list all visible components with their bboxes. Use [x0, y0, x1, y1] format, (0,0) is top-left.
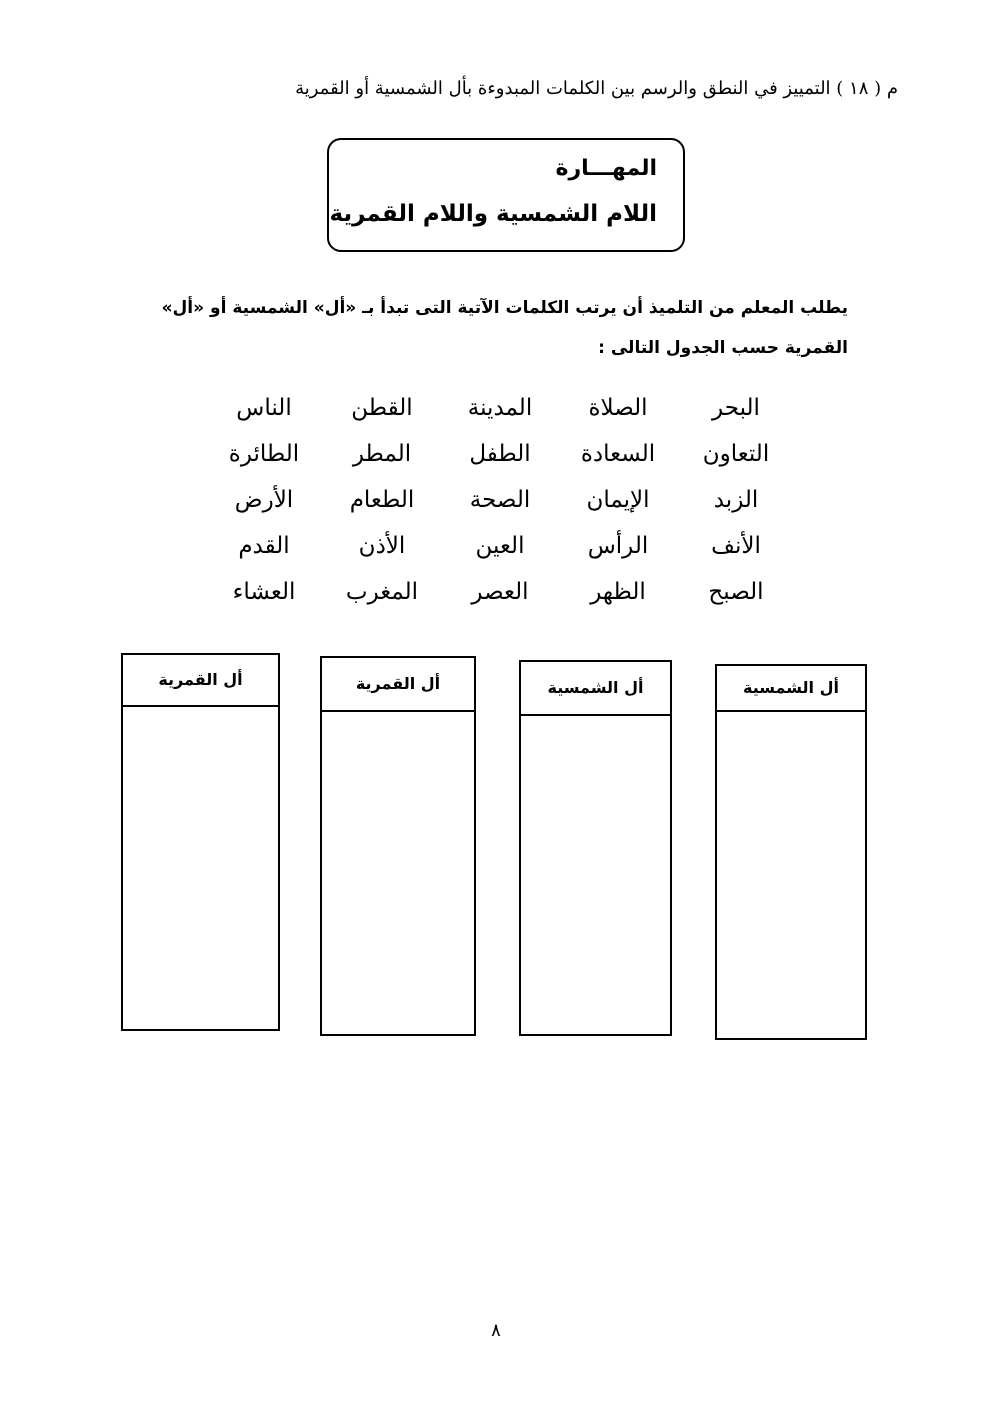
page-number: ٨ [491, 1320, 501, 1341]
word-item: الرأس [587, 533, 649, 559]
instruction-text [130, 288, 848, 368]
word-item: العشاء [232, 579, 296, 605]
word-item: الأرض [234, 487, 294, 513]
word-item: المطر [352, 441, 412, 467]
word-item: الصبح [708, 579, 764, 605]
word-item: القطن [351, 395, 413, 421]
column-qamariya-1 [320, 656, 476, 1036]
word-item: الصلاة [588, 395, 648, 421]
word-list [205, 385, 795, 615]
lesson-header: م ( ١٨ ) التمييز في النطق والرسم بين الكلمات المبدوءة بأل الشمسية أو القمرية [295, 78, 898, 99]
column-header: أل الشمسية [521, 662, 670, 716]
word-item: الصحة [469, 487, 531, 513]
column-answer-area[interactable] [123, 707, 278, 1029]
word-item: العين [475, 533, 525, 559]
word-item: الطائرة [228, 441, 300, 467]
skill-label: المهـــارة [555, 156, 657, 181]
word-item: السعادة [580, 441, 656, 467]
word-item: الظهر [590, 579, 646, 605]
word-item: القدم [238, 533, 290, 559]
column-header: أل القمرية [123, 655, 278, 707]
word-item: الطعام [349, 487, 415, 513]
column-shamsiya-1 [715, 664, 867, 1040]
instruction-line-1: يطلب المعلم من التلميذ أن يرتب الكلمات الآتية التى تبدأ بـ «أل» الشمسية أو «أل» [161, 298, 848, 318]
word-item: العصر [471, 579, 529, 605]
word-item: الزبد [713, 487, 759, 513]
column-answer-area[interactable] [322, 712, 474, 1034]
column-qamariya-2 [121, 653, 280, 1031]
word-item: التعاون [702, 441, 770, 467]
word-item: الأذن [358, 533, 406, 559]
word-item: المغرب [345, 579, 419, 605]
column-header: أل الشمسية [717, 666, 865, 712]
column-answer-area[interactable] [717, 712, 865, 1038]
column-shamsiya-2 [519, 660, 672, 1036]
skill-box [327, 138, 685, 252]
instruction-line-2: القمرية حسب الجدول التالى : [598, 338, 848, 358]
skill-title: اللام الشمسية واللام القمرية [329, 201, 657, 227]
column-header: أل القمرية [322, 658, 474, 712]
word-item: الناس [236, 395, 292, 421]
word-item: الطفل [469, 441, 531, 467]
column-answer-area[interactable] [521, 716, 670, 1034]
word-item: الأنف [711, 533, 761, 559]
word-item: الإيمان [586, 487, 650, 513]
word-item: المدينة [467, 395, 533, 421]
word-item: البحر [712, 395, 760, 421]
